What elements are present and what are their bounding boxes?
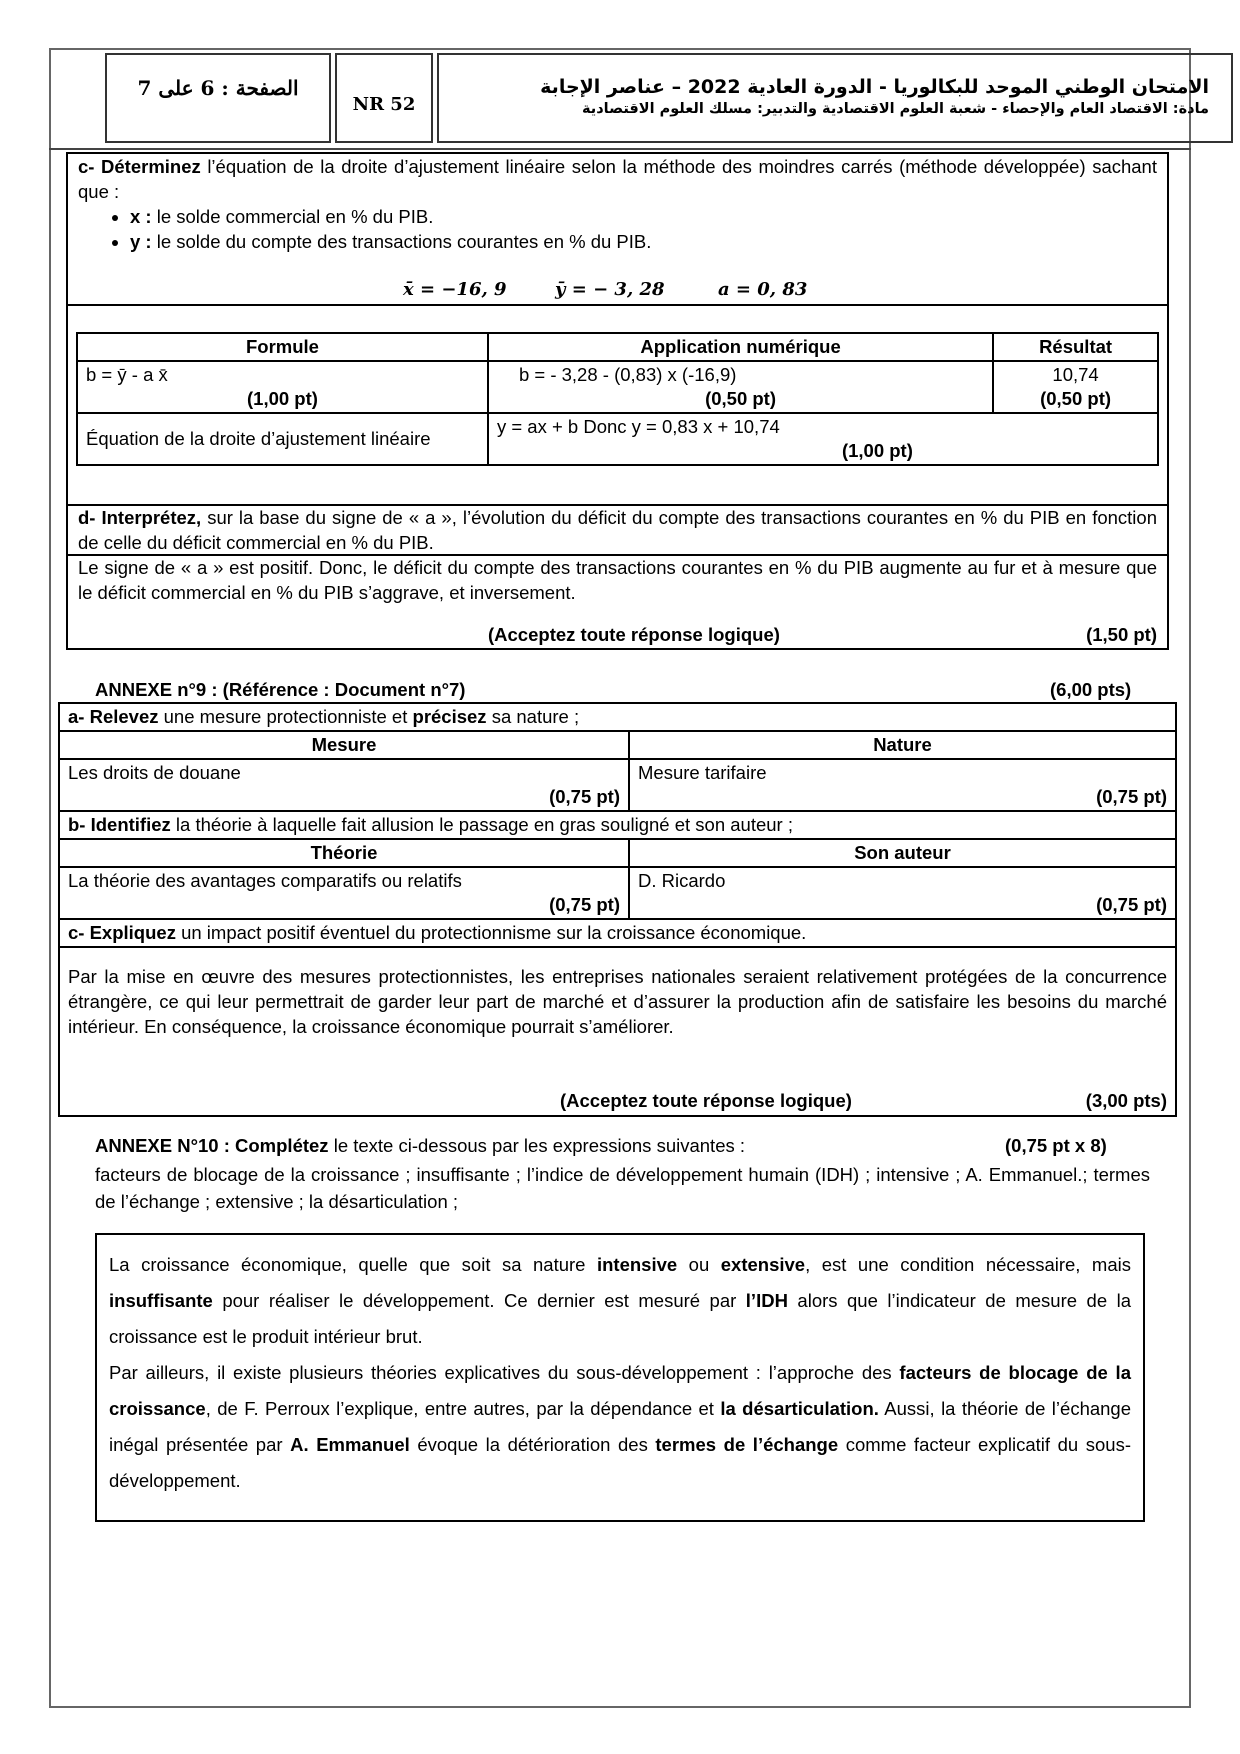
col-mesure: Mesure bbox=[59, 731, 629, 759]
equation-cell bbox=[488, 413, 1158, 465]
auteur-pts: (0,75 pt) bbox=[1096, 894, 1167, 915]
equation-text: y = ax + b Donc y = 0,83 x + 10,74 bbox=[496, 416, 780, 437]
table-row bbox=[77, 413, 1158, 465]
application-cell bbox=[488, 361, 993, 413]
bullet-y-key: y : bbox=[130, 231, 152, 252]
application-text: b = - 3,28 - (0,83) x (-16,9) bbox=[518, 364, 737, 385]
answer-facteurs-blocage: facteurs de blocage de la croissance bbox=[109, 1362, 1131, 1419]
answer-c-accept: (Acceptez toute réponse logique) bbox=[560, 1090, 852, 1111]
col-application: Application numérique bbox=[488, 333, 993, 361]
annexe10-expressions: facteurs de blocage de la croissance ; insuffisante ; l’indice de développement humain (IDH) ; intensive ; A. Emmanuel.; termes de l’échange ; extensive ; la désarticulation ; bbox=[95, 1164, 1150, 1212]
annexe10-text-box bbox=[95, 1233, 1145, 1522]
answer-c-text: Par la mise en œuvre des mesures protectionnistes, les entreprises nationales seraient relativement protégées de la concurrence étrangère, ce qui leur permettrait de garder leur part de marché et d’assurer la production afin de satisfaire les besoins du marché intérieur. En conséquence, la croissance économique pourrait s’améliorer. bbox=[68, 966, 1167, 1037]
equation-pts: (1,00 pt) bbox=[841, 440, 913, 461]
exam-title-line1: الامتحان الوطني الموحد للبكالوريا - الدورة العادية 2022 – عناصر الإجابة bbox=[540, 76, 1209, 98]
formula-text: b = ȳ - a x̄ bbox=[86, 364, 168, 385]
q-c-verb: c- Expliquez bbox=[68, 922, 176, 943]
q-a-text2: sa nature ; bbox=[486, 706, 580, 727]
answer-termes-echange: termes de l’échange bbox=[655, 1434, 839, 1455]
part-c-question bbox=[68, 154, 1167, 204]
annexe10-paragraph-2 bbox=[109, 1355, 1131, 1499]
part-c-text: l’équation de la droite d’ajustement linéaire selon la méthode des moindres carrés (méthode développée) sachant que : bbox=[78, 156, 1157, 202]
part-c-bullets bbox=[68, 204, 1167, 254]
exam-code: NR 52 bbox=[335, 53, 433, 143]
col-nature: Nature bbox=[629, 731, 1176, 759]
exam-title-line2: مادة: الاقتصاد العام والإحصاء - شعبة العلوم الاقتصادية والتدبير: مسلك العلوم الاقتصادية bbox=[581, 101, 1209, 117]
q-b-text: la théorie à laquelle fait allusion le passage en gras souligné et son auteur ; bbox=[170, 814, 793, 835]
annexe9-question-c bbox=[59, 919, 1176, 947]
text-run: alors que l’indicateur de mesure de la croissance est le produit intérieur brut. bbox=[109, 1290, 1131, 1347]
section-c-d-box bbox=[66, 152, 1169, 650]
theorie-value: La théorie des avantages comparatifs ou relatifs bbox=[68, 870, 462, 891]
result-pts: (0,50 pt) bbox=[1040, 388, 1112, 409]
annexe9-table-wrap bbox=[58, 702, 1177, 1117]
mesure-cell bbox=[59, 759, 629, 811]
page-number: الصفحة : 6 على 7 bbox=[105, 53, 331, 143]
given-xbar: x̄ = −16, 9 bbox=[403, 279, 507, 300]
col-theorie: Théorie bbox=[59, 839, 629, 867]
mesure-value: Les droits de douane bbox=[68, 762, 241, 783]
q-a-verb2: précisez bbox=[412, 706, 487, 727]
annexe10-header bbox=[95, 1134, 1155, 1158]
text-run: Par ailleurs, il existe plusieurs théories explicatives du sous-développement : l’approche des bbox=[109, 1362, 900, 1383]
text-run: Aussi, la théorie de l’échange inégal présentée par bbox=[109, 1398, 1132, 1455]
formula-table bbox=[76, 332, 1159, 466]
annexe10-paragraph-1 bbox=[109, 1247, 1131, 1355]
part-c-label: c- Déterminez bbox=[78, 156, 201, 177]
bullet-x-key: x : bbox=[130, 206, 152, 227]
q-a-text: une mesure protectionniste et bbox=[158, 706, 413, 727]
part-d-label: d- Interprétez, bbox=[78, 507, 202, 528]
text-run: évoque la détérioration des bbox=[409, 1434, 656, 1455]
q-b-verb: b- Identifiez bbox=[68, 814, 171, 835]
part-d-points: (1,50 pt) bbox=[1086, 624, 1157, 645]
bullet-x-text: le solde commercial en % du PIB. bbox=[151, 206, 434, 227]
bullet-x bbox=[130, 204, 1167, 229]
text-run: , de F. Perroux l’explique, entre autres, par la dépendance et bbox=[205, 1398, 721, 1419]
answer-intensive: intensive bbox=[596, 1254, 678, 1275]
auteur-value: D. Ricardo bbox=[638, 870, 726, 891]
answer-insuffisante: insuffisante bbox=[109, 1290, 213, 1311]
theorie-pts: (0,75 pt) bbox=[549, 894, 620, 915]
nature-value: Mesure tarifaire bbox=[638, 762, 767, 783]
annexe9-points: (6,00 pts) bbox=[1050, 679, 1132, 700]
nature-pts: (0,75 pt) bbox=[1096, 786, 1167, 807]
annexe10-instruction: le texte ci-dessous par les expressions suivantes : bbox=[328, 1135, 746, 1156]
text-run: La croissance économique, quelle que soit sa nature bbox=[109, 1254, 597, 1275]
divider bbox=[68, 304, 1167, 306]
result-cell bbox=[993, 361, 1158, 413]
answer-idh: l’IDH bbox=[745, 1290, 788, 1311]
formula-table-wrap bbox=[76, 332, 1159, 466]
annexe9-title: ANNEXE n°9 : (Référence : Document n°7) bbox=[95, 679, 466, 700]
answer-emmanuel: A. Emmanuel bbox=[290, 1434, 410, 1455]
page-header bbox=[49, 48, 1209, 150]
q-c-text: un impact positif éventuel du protectionnisme sur la croissance économique. bbox=[175, 922, 807, 943]
part-d-text: sur la base du signe de « a », l’évolution du déficit du compte des transactions courantes en % du PIB en fonction de celle du déficit commercial en % du PIB. bbox=[78, 507, 1157, 553]
annexe9-answer-c bbox=[59, 947, 1176, 1116]
text-run: ou bbox=[677, 1254, 721, 1275]
given-ybar: ȳ = − 3, 28 bbox=[555, 279, 665, 300]
annexe10-points: (0,75 pt x 8) bbox=[1005, 1135, 1107, 1156]
text-run: comme facteur explicatif du sous-développement. bbox=[109, 1434, 1131, 1491]
answer-c-points: (3,00 pts) bbox=[1085, 1090, 1167, 1111]
exam-title bbox=[437, 53, 1233, 143]
answer-desarticulation: la désarticulation. bbox=[720, 1398, 879, 1419]
auteur-cell bbox=[629, 867, 1176, 919]
result-value: 10,74 bbox=[1052, 364, 1099, 385]
text-run: , est une condition nécessaire, mais bbox=[805, 1254, 1131, 1275]
bullet-y-text: le solde du compte des transactions courantes en % du PIB. bbox=[151, 231, 652, 252]
part-d-accept: (Acceptez toute réponse logique) bbox=[488, 624, 780, 645]
q-a-verb: a- Relevez bbox=[68, 706, 159, 727]
col-resultat: Résultat bbox=[993, 333, 1158, 361]
answer-extensive: extensive bbox=[720, 1254, 806, 1275]
application-pts: (0,50 pt) bbox=[705, 388, 777, 409]
formula-pts: (1,00 pt) bbox=[247, 388, 318, 409]
col-auteur: Son auteur bbox=[629, 839, 1176, 867]
part-d-answer: Le signe de « a » est positif. Donc, le déficit du compte des transactions courantes en % du PIB augmente au fur et à mesure que le déficit commercial en % du PIB s’aggrave, et inversement. bbox=[78, 557, 1157, 603]
part-d-question bbox=[68, 505, 1167, 555]
annexe10-title: ANNEXE N°10 : Complétez bbox=[95, 1135, 329, 1156]
mesure-pts: (0,75 pt) bbox=[549, 786, 620, 807]
equation-label: Équation de la droite d’ajustement linéaire bbox=[77, 413, 488, 465]
text-run: pour réaliser le développement. Ce dernier est mesuré par bbox=[212, 1290, 746, 1311]
given-a: a = 0, 83 bbox=[718, 279, 808, 300]
formula-cell bbox=[77, 361, 488, 413]
table-row bbox=[59, 867, 1176, 919]
nature-cell bbox=[629, 759, 1176, 811]
table-row bbox=[77, 361, 1158, 413]
table-row bbox=[59, 759, 1176, 811]
annexe9-table bbox=[58, 702, 1177, 1117]
theorie-cell bbox=[59, 867, 629, 919]
bullet-y bbox=[130, 229, 1167, 254]
annexe9-question-a bbox=[59, 703, 1176, 731]
annexe9-question-b bbox=[59, 811, 1176, 839]
col-formule: Formule bbox=[77, 333, 488, 361]
